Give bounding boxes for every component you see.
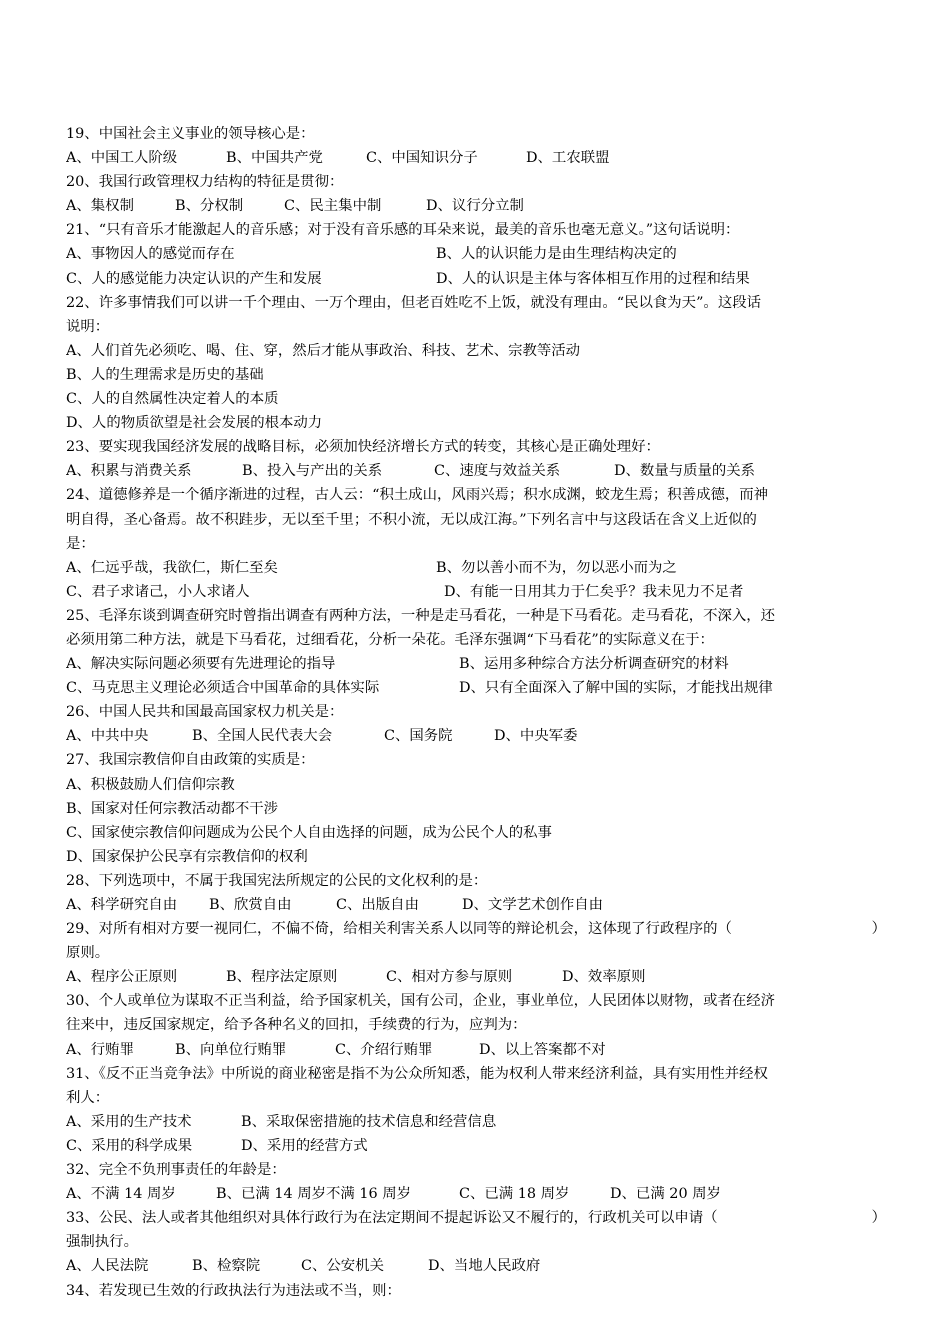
question-20-stem: 20、我国行政管理权力结构的特征是贯彻：: [66, 174, 344, 191]
q29-stem-text: 29、对所有相对方要一视同仁，不偏不倚，给相关利害关系人以同等的辩论机会，这体现了行政程序的（: [66, 921, 732, 938]
q19-option-b: B、中国共产党: [226, 150, 323, 167]
q29-option-a: A、程序公正原则: [66, 969, 178, 986]
q25-option-a: A、解决实际问题必须要有先进理论的指导: [66, 656, 336, 673]
question-22-stem-line1: 22、许多事情我们可以讲一千个理由、一万个理由，但老百姓吃不上饭，就没有理由。“民以食为天”。这段话: [66, 294, 761, 311]
q25-option-c: C、马克思主义理论必须适合中国革命的具体实际: [66, 680, 380, 697]
q28-option-a: A、科学研究自由: [66, 897, 178, 913]
question-27-stem: 27、我国宗教信仰自由政策的实质是：: [66, 752, 315, 769]
question-25-stem-line2: 必须用第二种方法，就是下马看花，过细看花，分析一朵花。毛泽东强调“下马看花”的实际意义在于：: [66, 631, 714, 648]
document-page: [66, 122, 886, 1303]
q20-option-a: A、集权制: [66, 198, 134, 215]
question-23-options: [66, 459, 886, 483]
question-24-stem-line3: 是：: [66, 535, 95, 552]
question-24-stem-line1: 24、道德修养是一个循序渐进的过程，古人云：“积土成山，风雨兴焉；积水成渊，蛟龙生焉；积善成德，而神: [66, 487, 769, 504]
question-21-options-row1: [66, 242, 886, 266]
question-32-options: [66, 1182, 886, 1206]
q29-option-d: D、效率原则: [562, 969, 646, 986]
q33-stem-text: 33、公民、法人或者其他组织对具体行政行为在法定期间不提起诉讼又不履行的，行政机关可以申请（: [66, 1210, 718, 1227]
q30-option-a: A、行贿罪: [66, 1041, 134, 1058]
q26-option-b: B、全国人民代表大会: [192, 728, 333, 745]
q20-option-c: C、民主集中制: [284, 198, 382, 215]
question-29-stem-line2: 原则。: [66, 945, 110, 962]
q19-option-d: D、工农联盟: [526, 150, 610, 167]
q24-option-a: A、仁远乎哉，我欲仁，斯仁至矣: [66, 559, 278, 576]
q29-option-b: B、程序法定原则: [226, 969, 338, 986]
question-29-stem-line1: [66, 917, 886, 941]
q31-option-b: B、采取保密措施的技术信息和经营信息: [241, 1113, 497, 1130]
q26-option-d: D、中央军委: [494, 728, 578, 745]
question-21-stem: 21、“只有音乐才能激起人的音乐感；对于没有音乐感的耳朵来说，最美的音乐也毫无意义。”这句话说明：: [66, 222, 740, 239]
q21-option-c: C、人的感觉能力决定认识的产生和发展: [66, 270, 322, 287]
q21-option-b: B、人的认识能力是由生理结构决定的: [436, 246, 677, 263]
q23-option-b: B、投入与产出的关系: [242, 463, 383, 480]
question-33-options: [66, 1254, 886, 1278]
question-25-options-row2: [66, 676, 886, 700]
question-30-stem-line1: 30、个人或单位为谋取不正当利益，给予国家机关，国有公司，企业，事业单位，人民团体以财物，或者在经济: [66, 993, 776, 1010]
q27-option-b: B、国家对任何宗教活动都不干涉: [66, 800, 279, 817]
question-30-options: [66, 1038, 886, 1062]
q24-option-c: C、君子求诸己，小人求诸人: [66, 583, 250, 600]
question-26-stem: 26、中国人民共和国最高国家权力机关是：: [66, 704, 344, 721]
q33-option-c: C、公安机关: [301, 1258, 384, 1275]
q33-option-b: B、检察院: [192, 1258, 261, 1275]
question-25-options-row1: [66, 652, 886, 676]
q27-option-c: C、国家使宗教信仰问题成为公民个人自由选择的问题，成为公民个人的私事: [66, 824, 552, 841]
q20-option-d: D、议行分立制: [426, 198, 524, 215]
question-20-options: [66, 194, 886, 218]
question-29-options: [66, 965, 886, 989]
q32-option-d: D、已满 20 周岁: [610, 1186, 721, 1203]
question-31-stem-line2: 利人：: [66, 1089, 110, 1106]
question-28-options: [66, 893, 886, 917]
q30-option-b: B、向单位行贿罪: [175, 1041, 287, 1058]
question-19-options: [66, 146, 886, 170]
q30-option-d: D、以上答案都不对: [479, 1041, 606, 1058]
q32-option-b: B、已满 14 周岁不满 16 周岁: [216, 1186, 412, 1203]
q26-option-c: C、国务院: [384, 728, 453, 745]
q22-option-b: B、人的生理需求是历史的基础: [66, 366, 264, 383]
question-25-stem-line1: 25、毛泽东谈到调查研究时曾指出调查有两种方法，一种是走马看花，一种是下马看花。走马看花，不深入，还: [66, 607, 776, 624]
q25-option-d: D、只有全面深入了解中国的实际，才能找出规律: [459, 680, 773, 697]
q22-option-d: D、人的物质欲望是社会发展的根本动力: [66, 415, 323, 432]
q33-option-a: A、人民法院: [66, 1258, 149, 1275]
q22-option-c: C、人的自然属性决定着人的本质: [66, 391, 279, 408]
q32-option-c: C、已满 18 周岁: [459, 1186, 570, 1203]
q24-option-b: B、勿以善小而不为，勿以恶小而为之: [436, 559, 677, 576]
q23-option-a: A、积累与消费关系: [66, 463, 192, 480]
question-26-options: [66, 724, 886, 748]
question-33-stem-line2: 强制执行。: [66, 1234, 138, 1251]
question-28-stem: 28、下列选项中，不属于我国宪法所规定的公民的文化权利的是：: [66, 872, 488, 889]
question-34-stem: 34、若发现已生效的行政执法行为违法或不当，则：: [66, 1282, 401, 1299]
q29-stem-blank-close: ）: [871, 921, 886, 938]
q19-option-c: C、中国知识分子: [366, 150, 478, 167]
question-33-stem-line1: [66, 1206, 886, 1230]
question-31-stem-line1: 31、《反不正当竞争法》中所说的商业秘密是指不为公众所知悉，能为权利人带来经济利益，具有实用性并经权: [66, 1065, 768, 1082]
question-31-options-row1: [66, 1110, 886, 1134]
q21-option-d: D、人的认识是主体与客体相互作用的过程和结果: [436, 270, 750, 287]
q23-option-d: D、数量与质量的关系: [614, 463, 756, 480]
q33-option-d: D、当地人民政府: [428, 1258, 541, 1275]
q28-option-d: D、文学艺术创作自由: [462, 897, 604, 913]
q31-option-d: D、采用的经营方式: [241, 1137, 368, 1154]
q32-option-a: A、不满 14 周岁: [66, 1186, 176, 1203]
q31-option-c: C、采用的科学成果: [66, 1137, 193, 1154]
question-24-options-row1: [66, 556, 886, 580]
q28-option-b: B、欣赏自由: [209, 897, 292, 913]
q21-option-a: A、事物因人的感觉而存在: [66, 246, 235, 263]
q29-option-c: C、相对方参与原则: [386, 969, 513, 986]
q23-option-c: C、速度与效益关系: [434, 463, 561, 480]
q31-option-a: A、采用的生产技术: [66, 1113, 192, 1130]
question-21-options-row2: [66, 267, 886, 291]
question-30-stem-line2: 往来中，违反国家规定，给予各种名义的回扣，手续费的行为，应判为：: [66, 1017, 527, 1034]
q27-option-d: D、国家保护公民享有宗教信仰的权利: [66, 848, 308, 865]
q33-stem-blank-close: ）: [871, 1210, 886, 1227]
q27-option-a: A、积极鼓励人们信仰宗教: [66, 776, 235, 793]
q26-option-a: A、中共中央: [66, 728, 149, 745]
question-19-stem: 19、中国社会主义事业的领导核心是：: [66, 126, 315, 142]
question-23-stem: 23、要实现我国经济发展的战略目标，必须加快经济增长方式的转变，其核心是正确处理好：: [66, 439, 660, 456]
question-31-options-row2: [66, 1134, 886, 1158]
question-22-stem-line2: 说明：: [66, 318, 110, 335]
q22-option-a: A、人们首先必须吃、喝、住、穿，然后才能从事政治、科技、艺术、宗教等活动: [66, 342, 581, 359]
question-24-options-row2: [66, 580, 886, 604]
question-24-stem-line2: 明自得，圣心备焉。故不积跬步，无以至千里；不积小流，无以成江海。”下列名言中与这段话在含义上近似的: [66, 511, 757, 528]
question-32-stem: 32、完全不负刑事责任的年龄是：: [66, 1162, 286, 1179]
q30-option-c: C、介绍行贿罪: [335, 1041, 433, 1058]
q24-option-d: D、有能一日用其力于仁矣乎？我未见力不足者: [444, 583, 744, 600]
q25-option-b: B、运用多种综合方法分析调查研究的材料: [459, 656, 729, 673]
q20-option-b: B、分权制: [175, 198, 244, 215]
q19-option-a: A、中国工人阶级: [66, 150, 178, 167]
q28-option-c: C、出版自由: [336, 897, 419, 913]
